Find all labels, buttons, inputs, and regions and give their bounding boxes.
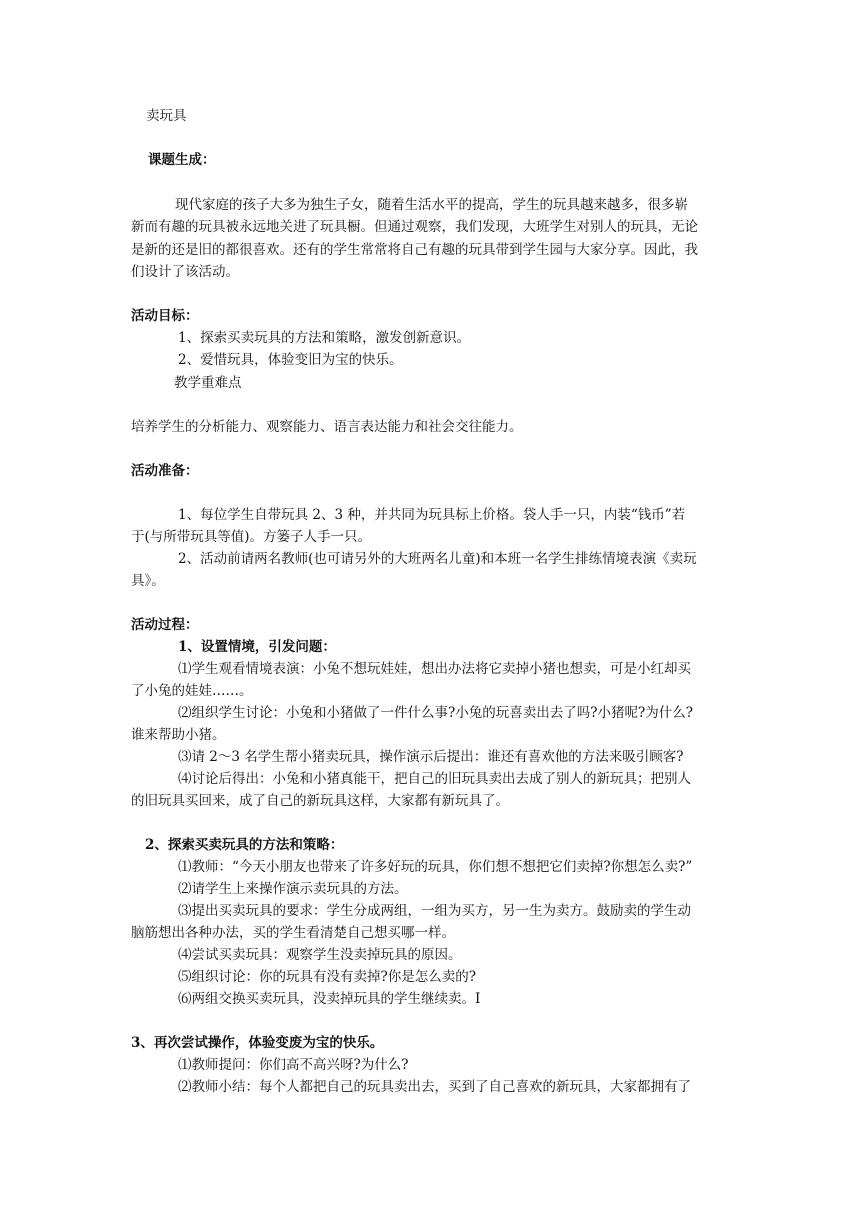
step3-line: ⑵教师小结：每个人都把自己的玩具卖出去，买到了自己喜欢的新玩具，大家都拥有了 bbox=[178, 1079, 691, 1095]
step2-line: ⑹两组交换买卖玩具，没卖掉玩具的学生继续卖。I bbox=[178, 991, 481, 1007]
prep-line: 1、每位学生自带玩具 2、3 种，并共同为玩具标上价格。袋人手一只，内装“钱币”若 bbox=[178, 507, 686, 523]
goal-item: 2、爱惜玩具，体验变旧为宝的快乐。 bbox=[178, 352, 403, 368]
origin-paragraph-line: 现代家庭的孩子大多为独生子女，随着生活水平的提高，学生的玩具越来越多，很多崭 bbox=[175, 197, 688, 213]
step3-line: ⑴教师提问：你们高不高兴呀?为什么? bbox=[178, 1057, 409, 1073]
ability-line: 培养学生的分析能力、观察能力、语言表达能力和社会交往能力。 bbox=[131, 419, 523, 435]
step2-line: 脑筋想出各种办法，买的学生看清楚自己想买哪一样。 bbox=[131, 925, 455, 941]
section-heading-process: 活动过程： bbox=[131, 617, 199, 633]
step1-heading: 1、设置情境，引发问题： bbox=[178, 639, 336, 655]
goal-item: 1、探索买卖玩具的方法和策略，激发创新意识。 bbox=[178, 330, 471, 346]
key-points-label: 教学重难点 bbox=[174, 375, 242, 391]
origin-paragraph-line: 新而有趣的玩具被永远地关进了玩具橱。但通过观察，我们发现，大班学生对别人的玩具，无论 bbox=[131, 219, 698, 235]
document-title: 卖玩具 bbox=[146, 108, 187, 124]
prep-line: 2、活动前请两名教师(也可请另外的大班两名儿童)和本班一名学生排练情境表演《卖玩 bbox=[178, 551, 697, 567]
step1-line: ⑶请 2～3 名学生帮小猪卖玩具，操作演示后提出：谁还有喜欢他的方法来吸引顾客? bbox=[178, 749, 684, 765]
step1-line: 的旧玩具买回来，成了自己的新玩具这样，大家都有新玩具了。 bbox=[131, 793, 509, 809]
step2-heading: 2、探索买卖玩具的方法和策略： bbox=[145, 837, 344, 853]
step2-line: ⑶提出买卖玩具的要求：学生分成两组，一组为买方，另一生为卖方。鼓励卖的学生动 bbox=[178, 903, 691, 919]
step2-line: ⑷尝试买卖玩具：观察学生没卖掉玩具的原因。 bbox=[178, 947, 462, 963]
origin-paragraph-line: 们设计了该活动。 bbox=[131, 264, 239, 280]
origin-paragraph-line: 是新的还是旧的都很喜欢。还有的学生常常将自己有趣的玩具带到学生园与大家分享。因此，我 bbox=[131, 242, 698, 258]
step1-line: 了小兔的娃娃……。 bbox=[131, 683, 253, 699]
step2-line: ⑸组织讨论：你的玩具有没有卖掉?你是怎么卖的? bbox=[178, 969, 476, 985]
step1-line: ⑷讨论后得出：小兔和小猪真能干，把自己的旧玩具卖出去成了别人的新玩具；把别人 bbox=[178, 771, 691, 787]
step3-heading: 3、再次尝试操作，体验变废为宝的快乐。 bbox=[131, 1035, 384, 1051]
step2-line: ⑴教师：“今天小朋友也带来了许多好玩的玩具，你们想不想把它们卖掉?你想怎么卖?” bbox=[178, 859, 693, 875]
section-heading-goals: 活动目标： bbox=[131, 308, 199, 324]
prep-line: 具》。 bbox=[131, 573, 165, 589]
step1-line: 谁来帮助小猪。 bbox=[131, 727, 226, 743]
step1-line: ⑴学生观看情境表演：小兔不想玩娃娃，想出办法将它卖掉小猪也想卖，可是小红却买 bbox=[178, 661, 691, 677]
step2-line: ⑵请学生上来操作演示卖玩具的方法。 bbox=[178, 881, 408, 897]
section-heading-prep: 活动准备： bbox=[131, 463, 199, 479]
step1-line: ⑵组织学生讨论：小兔和小猪做了一件什么事?小兔的玩喜卖出去了吗?小猪呢?为什么? bbox=[178, 705, 693, 721]
section-heading-origin: 课题生成： bbox=[148, 152, 216, 168]
prep-line: 于(与所带玩具等值)。方篓子人手一只。 bbox=[131, 529, 372, 545]
